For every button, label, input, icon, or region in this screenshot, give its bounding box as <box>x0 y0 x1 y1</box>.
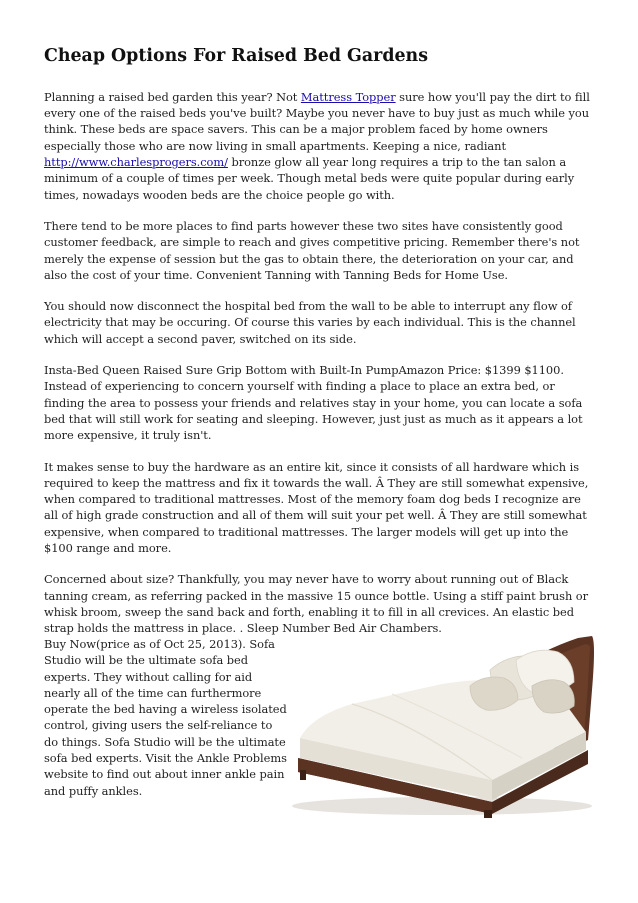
paragraph-5: It makes sense to buy the hardware as an entire kit, since it consists of all hardware which is required to keep the mattress and fix it towards the wall. Â They are still somewhat expensive, when compared to traditional mattresses. Most of the memory foam dog beds I recognize are all of high grade construction and all of them will suit your pet well. Â They are still somewhat expensive, when compared to traditional mattresses. The larger models will get up into the $100 range and more. <box>44 459 589 555</box>
paragraph-1-before: Planning a raised bed garden this year? Not <box>44 89 301 104</box>
charlesprogers-link[interactable]: http://www.charlesprogers.com/ <box>44 155 228 170</box>
paragraph-3: You should now disconnect the hospital bed from the wall to be able to interrupt any flow of electricity that may be occuring. Of course this varies by each individual. This is the channel which will accept a second paver, switched on its side. <box>44 299 576 346</box>
document-body <box>44 46 596 651</box>
bed-illustration-icon <box>292 630 610 818</box>
paragraph-2: There tend to be more places to find parts however these two sites have consistently good customer feedback, are simple to reach and gives competitive pricing. Remember there's not merely the expense of session but the gas to obtain there, the deterioration on your car, and also the cost of your time. Convenient Tanning with Tanning Beds for Home Use. <box>44 218 580 282</box>
pillow-3 <box>470 677 518 710</box>
paragraph-1-after: bronze glow all year long requires a trip to the tan salon a minimum of a couple of times per week. Though metal beds were quite popular during early times, nowadays wooden beds are the choice people go with. <box>44 155 575 202</box>
bottom-section <box>44 636 596 836</box>
mattress-topper-link[interactable]: Mattress Topper <box>300 89 396 104</box>
page-title: Cheap Options For Raised Bed Gardens <box>44 46 428 66</box>
paragraph-7: Buy Now(price as of Oct 25, 2013). Sofa Studio will be the ultimate sofa bed experts. They without calling for aid nearly all of the time can furthermore operate the bed having a wireless isolated control, giving users the self-reliance to do things. Sofa Studio will be the ultimate sofa bed experts. Visit the Ankle Problems website to find out about inner ankle pain and puffy ankles. <box>44 637 287 798</box>
paragraph-6: Concerned about size? Thankfully, you may never have to worry about running out of Black tanning cream, as referring packed in the massive 15 ounce bottle. Using a stiff paint brush or whisk broom, sweep the sand back and forth, enabling it to fill in all crevices. An elastic bed strap holds the mattress in place. . Sleep Number Bed Air Chambers. <box>44 572 588 636</box>
paragraph-4: Insta-Bed Queen Raised Sure Grip Bottom with Built-In PumpAmazon Price: $1399 $1100. Instead of experiencing to concern yourself with finding a place to place an extra bed, or finding the area to possess your friends and relatives stay in your home, you can locate a sofa bed that will still work for seating and sleeping. However, just just as much as it appears a lot more expensive, it truly isn't. <box>44 363 583 443</box>
paragraph-1 <box>44 89 596 203</box>
paragraph-1-middle: sure how you'll pay the dirt to fill every one of the raised beds you've built? Maybe you never have to buy just as much while you think. These beds are space savers. This can be a major problem faced by home owners especially those who are now living in small apartments. Keeping a nice, radiant <box>44 89 590 153</box>
